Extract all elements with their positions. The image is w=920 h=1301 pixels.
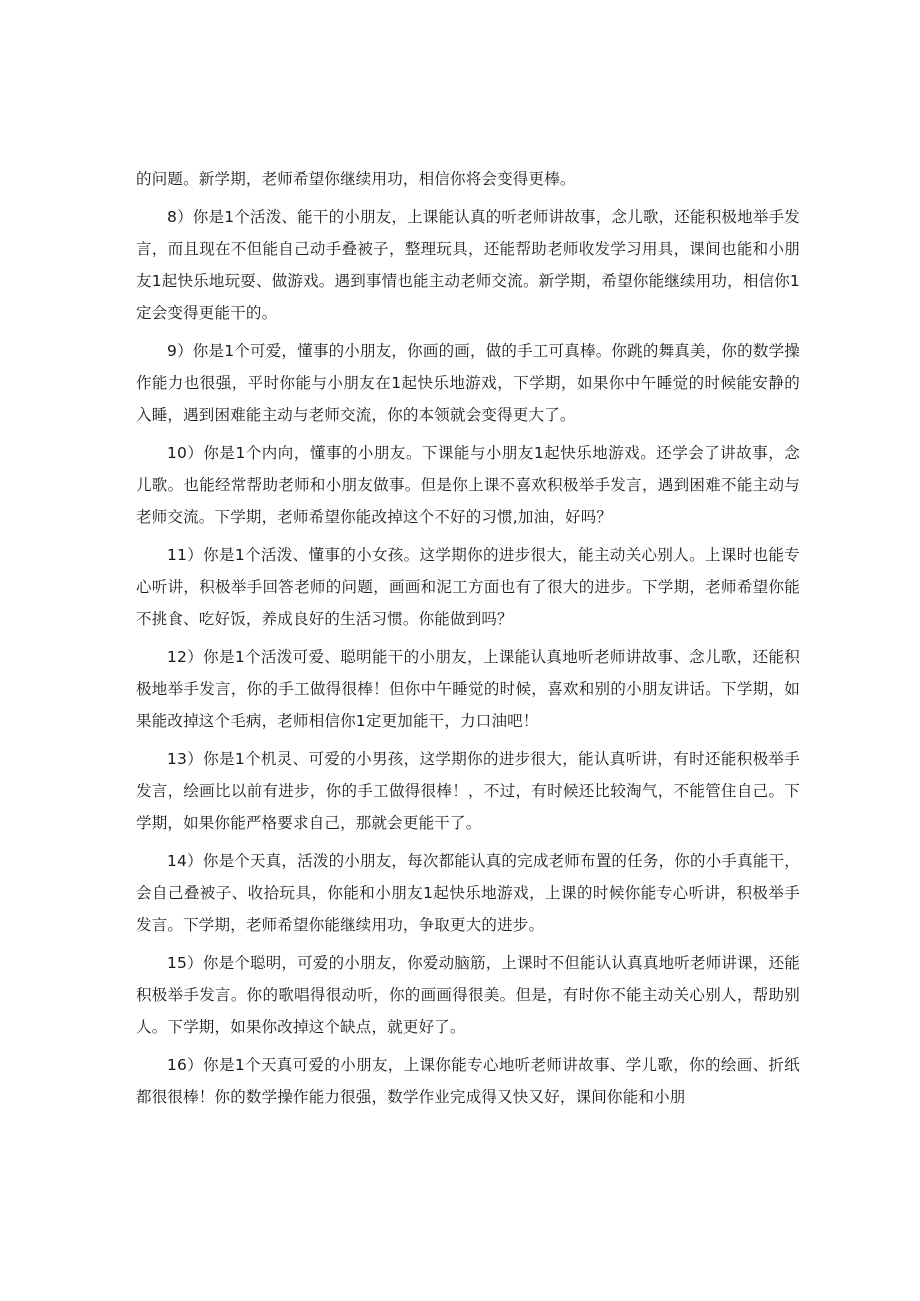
paragraph-comment-9: 9）你是1个可爱，懂事的小朋友，你画的画，做的手工可真棒。你跳的舞真美，你的数学操作能力也很强，平时你能与小朋友在1起快乐地游戏，下学期，如果你中午睡觉的时候能安静的入睡，遇到困难能主动与老师交流，你的本领就会变得更大了。 [136,342,800,424]
paragraph-comment-13: 13）你是1个机灵、可爱的小男孩，这学期你的进步很大，能认真听讲，有时还能积极举手发言，绘画比以前有进步，你的手工做得很棒！，不过，有时候还比较淘气，不能管住自己。下学期，如果你能严格要求自己，那就会更能干了。 [136,750,800,832]
paragraph-comment-16: 16）你是1个天真可爱的小朋友，上课你能专心地听老师讲故事、学儿歌，你的绘画、折纸都很很棒！你的数学操作能力很强，数学作业完成得又快又好，课间你能和小朋 [136,1056,800,1106]
paragraph-comment-12: 12）你是1个活泼可爱、聪明能干的小朋友，上课能认真地听老师讲故事、念儿歌，还能积极地举手发言，你的手工做得很棒！但你中午睡觉的时候，喜欢和别的小朋友讲话。下学期，如果能改掉这个毛病，老师相信你1定更加能干，力口油吧！ [136,648,800,730]
paragraph-comment-15: 15）你是个聪明，可爱的小朋友，你爱动脑筋，上课时不但能认认真真地听老师讲课，还能积极举手发言。你的歌唱得很动听，你的画画得很美。但是，有时你不能主动关心别人，帮助别人。下学期，如果你改掉这个缺点，就更好了。 [136,954,800,1036]
paragraph-comment-8: 8）你是1个活泼、能干的小朋友，上课能认真的听老师讲故事，念儿歌，还能积极地举手发言，而且现在不但能自己动手叠被子，整理玩具，还能帮助老师收发学习用具，课间也能和小朋友1起快乐地玩耍、做游戏。遇到事情也能主动老师交流。新学期，希望你能继续用功，相信你1定会变得更能干的。 [136,208,800,322]
paragraph-comment-11: 11）你是1个活泼、懂事的小女孩。这学期你的进步很大，能主动关心别人。上课时也能专心听讲，积极举手回答老师的问题，画画和泥工方面也有了很大的进步。下学期，老师希望你能不挑食、吃好饭，养成良好的生活习惯。你能做到吗？ [136,546,800,628]
document-page [136,163,800,1119]
paragraph-comment-10: 10）你是1个内向，懂事的小朋友。下课能与小朋友1起快乐地游戏。还学会了讲故事，念儿歌。也能经常帮助老师和小朋友做事。但是你上课不喜欢积极举手发言，遇到困难不能主动与老师交流。下学期，老师希望你能改掉这个不好的习惯,加油，好吗？ [136,444,800,526]
paragraph-continuation: 的问题。新学期，老师希望你继续用功，相信你将会变得更棒。 [136,170,576,188]
paragraph-comment-14: 14）你是个天真，活泼的小朋友，每次都能认真的完成老师布置的任务，你的小手真能干，会自己叠被子、收拾玩具，你能和小朋友1起快乐地游戏，上课的时候你能专心听讲，积极举手发言。下学期，老师希望你能继续用功，争取更大的进步。 [136,852,800,934]
